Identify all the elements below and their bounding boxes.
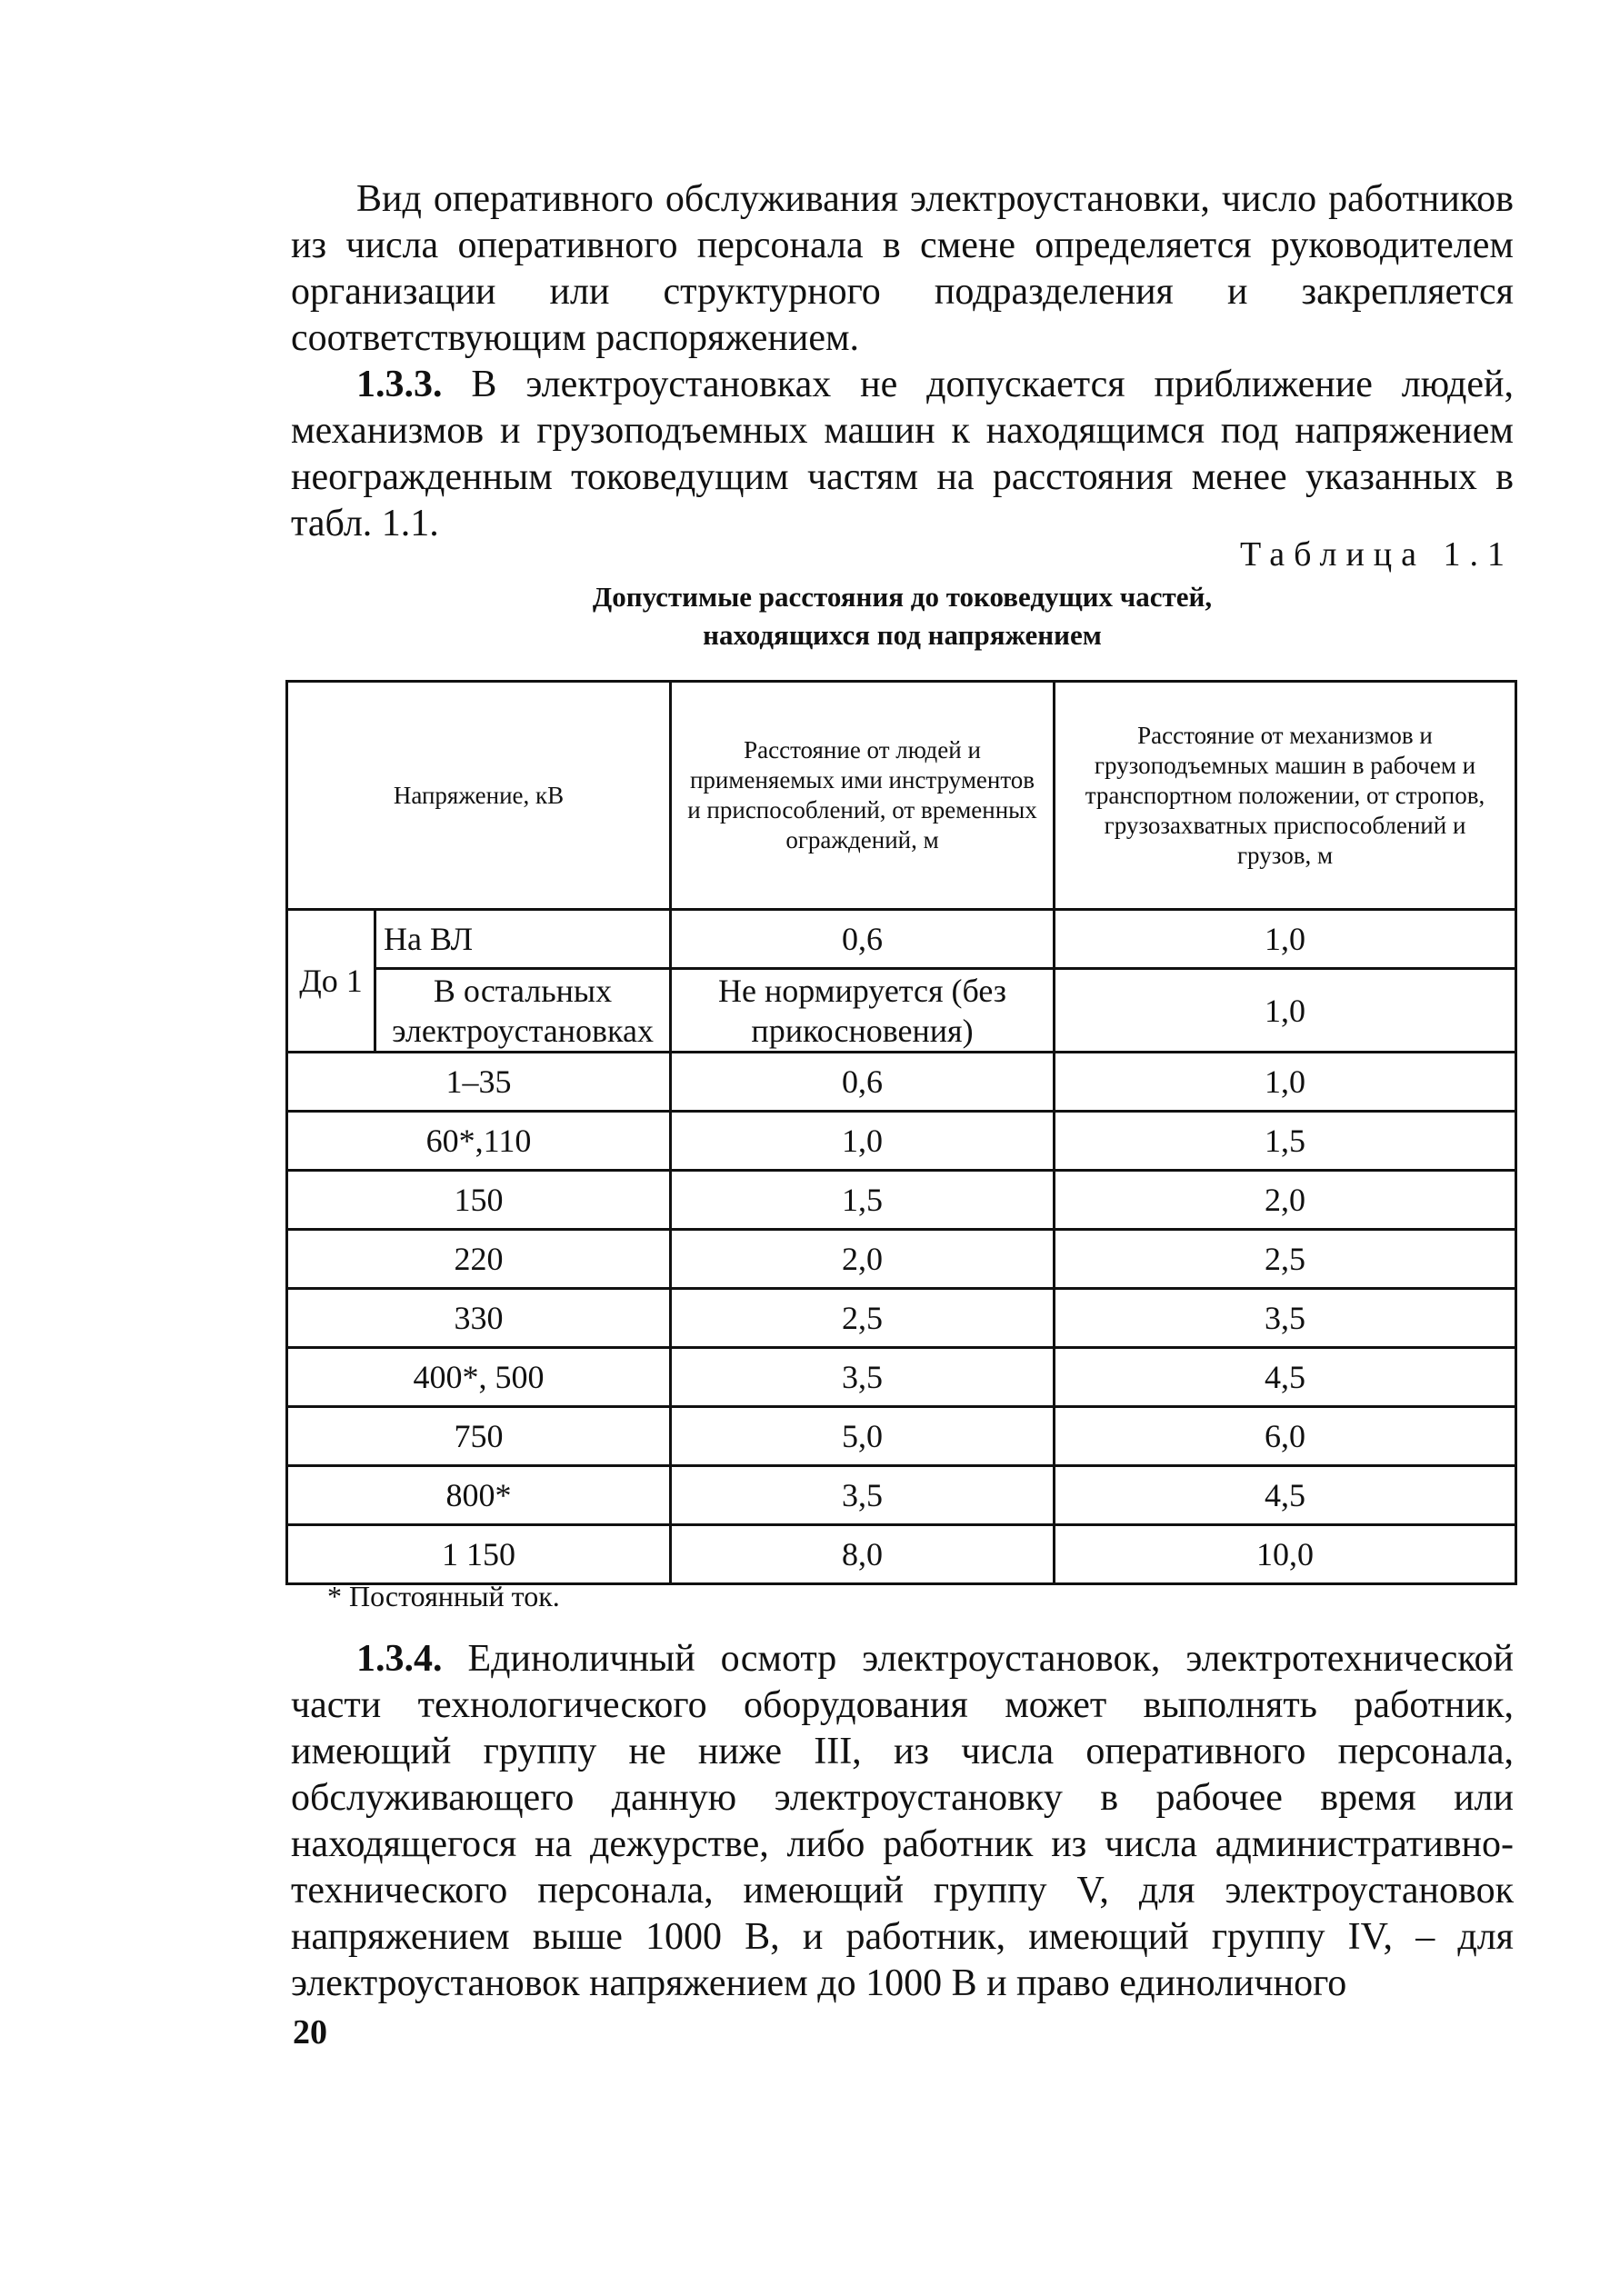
- machines-distance-cell: 2,5: [1055, 1230, 1516, 1289]
- table-row: [287, 1053, 1516, 1112]
- sub-voltage-vl: На ВЛ: [375, 910, 671, 969]
- voltage-cell: 1–35: [287, 1053, 671, 1112]
- table-row: [287, 1112, 1516, 1171]
- machines-distance-cell: 6,0: [1055, 1407, 1516, 1466]
- voltage-cell: 800*: [287, 1466, 671, 1525]
- table-title: [291, 578, 1514, 654]
- people-distance-cell: 5,0: [671, 1407, 1055, 1466]
- people-distance-cell: 0,6: [671, 910, 1055, 969]
- upto-1-label: До 1: [287, 910, 375, 1053]
- table-row: [287, 1348, 1516, 1407]
- table-row: [287, 1171, 1516, 1230]
- voltage-cell: 220: [287, 1230, 671, 1289]
- voltage-cell: 400*, 500: [287, 1348, 671, 1407]
- clause-1-3-3: [291, 362, 1514, 547]
- table-title-line-2: находящихся под напряжением: [703, 619, 1102, 651]
- machines-distance-cell: 4,5: [1055, 1348, 1516, 1407]
- people-distance-cell: 1,0: [671, 1112, 1055, 1171]
- voltage-cell: 150: [287, 1171, 671, 1230]
- table-row: [287, 910, 1516, 969]
- voltage-cell: 330: [287, 1289, 671, 1348]
- voltage-cell: 750: [287, 1407, 671, 1466]
- people-distance-cell: Не нормируется (без прикосновения): [671, 969, 1055, 1053]
- table-row: [287, 1466, 1516, 1525]
- machines-distance-cell: 2,0: [1055, 1171, 1516, 1230]
- paragraph-1: [291, 176, 1514, 547]
- people-distance-cell: 2,5: [671, 1289, 1055, 1348]
- sub-voltage-other: В остальных электроустановках: [375, 969, 671, 1053]
- clause-text: Единоличный осмотр электроустановок, электротехнической части технологического оборудования может выполнять работник, имеющий группу не ниже III, из числа оперативного персонала, обслуживающего данную электроустановку в рабочее время или находящегося на дежурстве, либо работник из числа административно-технического персонала, имеющий группу V, для электроустановок напряжением выше 1000 В, и работник, имеющий группу IV, – для электроустановок напряжением до 1000 В и право единоличного: [291, 1638, 1514, 2004]
- machines-distance-cell: 1,0: [1055, 1053, 1516, 1112]
- header-people-distance: Расстояние от людей и применяемых ими инструментов и приспособлений, от временных ограждений, м: [671, 682, 1055, 910]
- header-machines-distance: Расстояние от механизмов и грузоподъемных машин в рабочем и транспортном положении, от стропов, грузозахватных приспособлений и грузов, м: [1055, 682, 1516, 910]
- machines-distance-cell: 4,5: [1055, 1466, 1516, 1525]
- table-title-line-1: Допустимые расстояния до токоведущих частей,: [592, 581, 1213, 613]
- clause-number: 1.3.3.: [356, 364, 443, 405]
- people-distance-cell: 1,5: [671, 1171, 1055, 1230]
- page-number: 20: [293, 2013, 327, 2051]
- table-row: [287, 1407, 1516, 1466]
- machines-distance-cell: 1,5: [1055, 1112, 1516, 1171]
- machines-distance-cell: 3,5: [1055, 1289, 1516, 1348]
- people-distance-cell: 8,0: [671, 1525, 1055, 1584]
- people-distance-cell: 3,5: [671, 1348, 1055, 1407]
- distances-table: [285, 680, 1517, 1585]
- voltage-cell: 60*,110: [287, 1112, 671, 1171]
- table-row: [287, 1230, 1516, 1289]
- people-distance-cell: 3,5: [671, 1466, 1055, 1525]
- people-distance-cell: 0,6: [671, 1053, 1055, 1112]
- clause-text: В электроустановках не допускается приближение людей, механизмов и грузоподъемных машин к находящимся под напряжением неогражденным токоведущим частям на расстояния менее указанных в табл. 1.1.: [291, 364, 1514, 544]
- table-caption: Таблица 1.1: [1239, 535, 1514, 574]
- table-header-row: [287, 682, 1516, 910]
- machines-distance-cell: 1,0: [1055, 969, 1516, 1053]
- header-voltage: Напряжение, кВ: [287, 682, 671, 910]
- table-footnote: * Постоянный ток.: [327, 1580, 560, 1612]
- voltage-cell: 1 150: [287, 1525, 671, 1584]
- machines-distance-cell: 1,0: [1055, 910, 1516, 969]
- paragraph-2: [291, 1636, 1514, 2007]
- clause-number: 1.3.4.: [356, 1638, 443, 1680]
- clause-1-3-4: [291, 1636, 1514, 2007]
- table-row: [287, 969, 1516, 1053]
- table-row: [287, 1525, 1516, 1584]
- paragraph-continuation: Вид оперативного обслуживания электроустановки, число работников из числа оперативного персонала в смене определяется руководителем организации или структурного подразделения и закрепляется соответствующим распоряжением.: [291, 178, 1514, 359]
- machines-distance-cell: 10,0: [1055, 1525, 1516, 1584]
- people-distance-cell: 2,0: [671, 1230, 1055, 1289]
- table-row: [287, 1289, 1516, 1348]
